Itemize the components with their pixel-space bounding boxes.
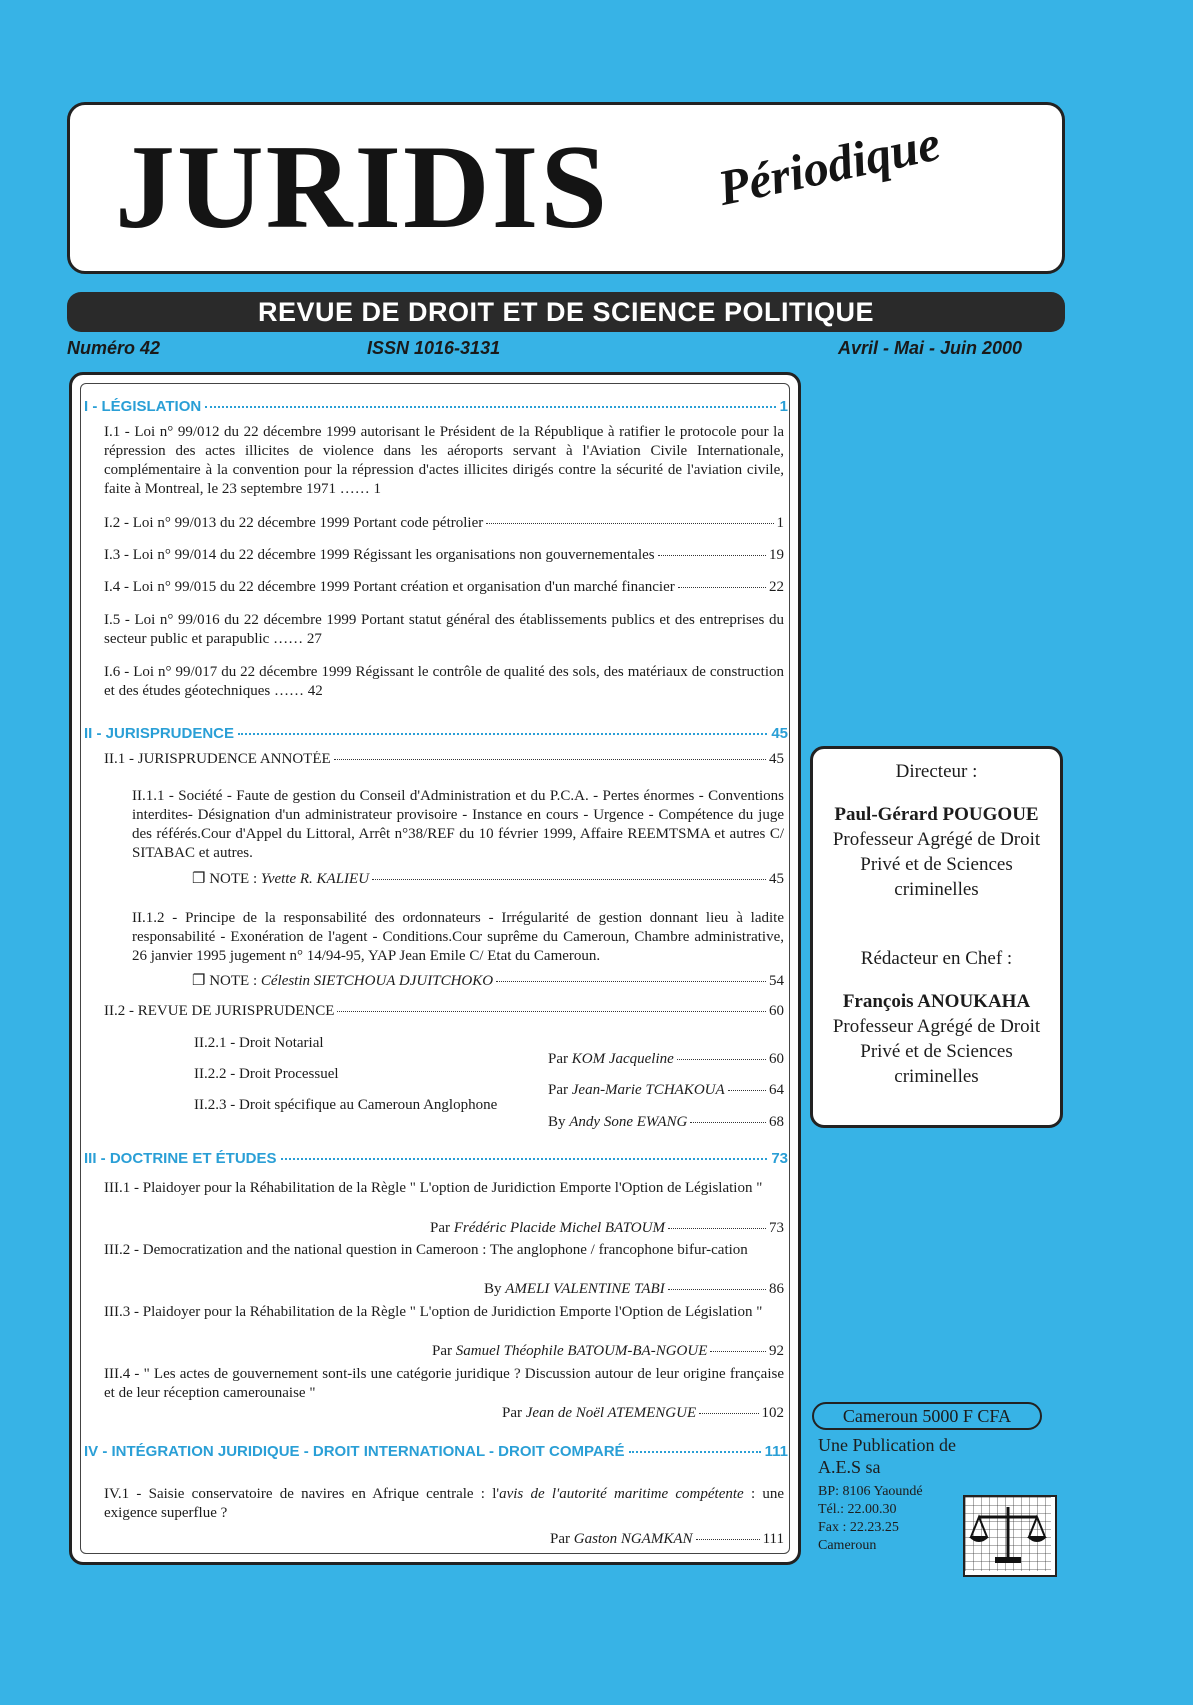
director-role: Directeur : — [895, 761, 978, 782]
journal-tagline: REVUE DE DROIT ET DE SCIENCE POLITIQUE — [67, 292, 1065, 332]
toc-entry-ii21: II.2.1 - Droit Notarial — [194, 1035, 324, 1051]
section-label: III - DOCTRINE ET ÉTUDES — [84, 1150, 277, 1167]
toc-author-iii4: Par Jean de Noël ATEMENGUE 102 — [502, 1405, 784, 1421]
toc-entry-i3: I.3 - Loi n° 99/014 du 22 décembre 1999 Régissant les organisations non gouvernementales 19 — [104, 547, 784, 563]
toc-entry-iii1: III.1 - Plaidoyer pour la Réhabilitation de la Règle " L'option de Juridiction Emporte l'Option de Législation " — [104, 1180, 763, 1196]
toc-entry-ii2: II.2 - REVUE DE JURISPRUDENCE 60 — [104, 1003, 784, 1019]
section-page: 1 — [779, 398, 788, 415]
toc-author-ii22: Par Jean-Marie TCHAKOUA 64 — [548, 1082, 784, 1098]
issue-number: Numéro 42 — [67, 338, 161, 358]
section-label: II - JURISPRUDENCE — [84, 725, 235, 742]
section-doctrine — [84, 1150, 788, 1167]
section-integration — [84, 1443, 788, 1460]
table-of-contents — [69, 372, 801, 1565]
toc-entry-ii23: II.2.3 - Droit spécifique au Cameroun Anglophone — [194, 1097, 498, 1113]
toc-author-iii1: Par Frédéric Placide Michel BATOUM 73 — [430, 1220, 784, 1236]
journal-subtitle: Périodique — [713, 114, 945, 217]
toc-author-iii3: Par Samuel Théophile BATOUM-BA-NGOUE 92 — [432, 1343, 784, 1359]
editor-role: Rédacteur en Chef : — [860, 948, 1013, 969]
section-page: 111 — [764, 1443, 788, 1460]
toc-author-ii23: By Andy Sone EWANG 68 — [548, 1114, 784, 1130]
toc-author-iv1: Par Gaston NGAMKAN 111 — [550, 1531, 784, 1547]
toc-entry-i5: I.5 - Loi n° 99/016 du 22 décembre 1999 Portant statut général des établissements publics et des entreprises du secteur public et parapublic …… 27 — [104, 612, 784, 647]
toc-entry-i2: I.2 - Loi n° 99/013 du 22 décembre 1999 Portant code pétrolier 1 — [104, 515, 784, 531]
toc-entry-ii11: II.1.1 - Société - Faute de gestion du Conseil d'Administration et du P.C.A. - Pertes énormes - Conventions interdites- Désignation d'un administrateur provisoire - Instance en cours - Urgence - Compétence du juge des référés.Cour d'Appel du Littoral, Arrêt n°38/REF du 10 février 1999, Affaire REEMTSMA et autres C/ SITABAC et autres. — [132, 788, 784, 861]
section-label: I - LÉGISLATION — [84, 398, 202, 415]
toc-entry-ii22: II.2.2 - Droit Processuel — [194, 1066, 339, 1082]
section-legislation — [84, 398, 788, 415]
publisher-address: BP: 8106 Yaoundé Tél.: 22.00.30 Fax : 22.23.25 Cameroun — [818, 1484, 923, 1553]
director-name: Paul-Gérard POUGOUE — [834, 804, 1039, 825]
scales-of-justice-icon — [963, 1495, 1057, 1577]
editor-title: Professeur Agrégé de Droit Privé et de Sciences criminelles — [832, 1016, 1041, 1087]
toc-entry-iii4: III.4 - " Les actes de gouvernement sont-ils une catégorie juridique ? Discussion autour de leur origine française et de leur réception camerounaise " — [104, 1366, 784, 1401]
toc-author-iii2: By AMELI VALENTINE TABI 86 — [484, 1281, 784, 1297]
journal-title: JURIDIS — [115, 120, 610, 253]
toc-entry-iii2: III.2 - Democratization and the national question in Cameroon : The anglophone / francophone bifur-cation — [104, 1242, 748, 1258]
section-page: 45 — [771, 725, 788, 742]
toc-entry-ii1: II.1 - JURISPRUDENCE ANNOTÉE 45 — [104, 751, 784, 767]
toc-entry-i1: I.1 - Loi n° 99/012 du 22 décembre 1999 autorisant le Président de la République à ratifier le protocole pour la répression des actes illicites de violence dans les aéroports servant à l'Aviation Civile Internationale, complémentaire à la convention pour la répression d'actes illicites dirigés contre la sécurité de l'aviation civile, faite à Montreal, le 23 septembre 1971 …… 1 — [104, 424, 784, 497]
toc-entry-i6: I.6 - Loi n° 99/017 du 22 décembre 1999 Régissant le contrôle de qualité des sols, des matériaux de construction et des études géotechniques …… 42 — [104, 664, 784, 699]
toc-entry-i4: I.4 - Loi n° 99/015 du 22 décembre 1999 Portant création et organisation d'un marché financier 22 — [104, 579, 784, 595]
editorial-box — [810, 746, 1063, 1128]
toc-entry-ii12: II.1.2 - Principe de la responsabilité des ordonnateurs - Irrégularité de gestion donnant lieu à ladite responsabilité - Exonération de l'agent - Conditions.Cour suprême du Cameroun, Chambre administrative, 26 janvier 1995 jugement n° 14/94-95, YAP Jean Emile C/ Etat du Cameroun. — [132, 910, 784, 964]
issue-date: Avril - Mai - Juin 2000 — [838, 338, 1023, 358]
toc-author-ii21: Par KOM Jacqueline 60 — [548, 1051, 784, 1067]
issn: ISSN 1016-3131 — [367, 338, 501, 358]
section-label: IV - INTÉGRATION JURIDIQUE - DROIT INTERNATIONAL - DROIT COMPARÉ — [84, 1443, 625, 1460]
toc-note-ii12: ❐ NOTE : Célestin SIETCHOUA DJUITCHOKO 54 — [192, 973, 784, 989]
publisher: Une Publication de A.E.S sa — [818, 1435, 956, 1477]
price-badge: Cameroun 5000 F CFA — [812, 1402, 1042, 1430]
section-page: 73 — [771, 1150, 788, 1167]
section-jurisprudence — [84, 725, 788, 742]
toc-entry-iv1: IV.1 - Saisie conservatoire de navires en Afrique centrale : l'avis de l'autorité maritime compétente : une exigence superflue ? — [104, 1486, 785, 1521]
editor-name: François ANOUKAHA — [842, 991, 1031, 1012]
toc-note-ii11: ❐ NOTE : Yvette R. KALIEU 45 — [192, 871, 784, 887]
masthead — [67, 102, 1065, 274]
director-title: Professeur Agrégé de Droit Privé et de Sciences criminelles — [832, 829, 1041, 900]
toc-entry-iii3: III.3 - Plaidoyer pour la Réhabilitation de la Règle " L'option de Juridiction Emporte l'Option de Législation " — [104, 1304, 763, 1320]
